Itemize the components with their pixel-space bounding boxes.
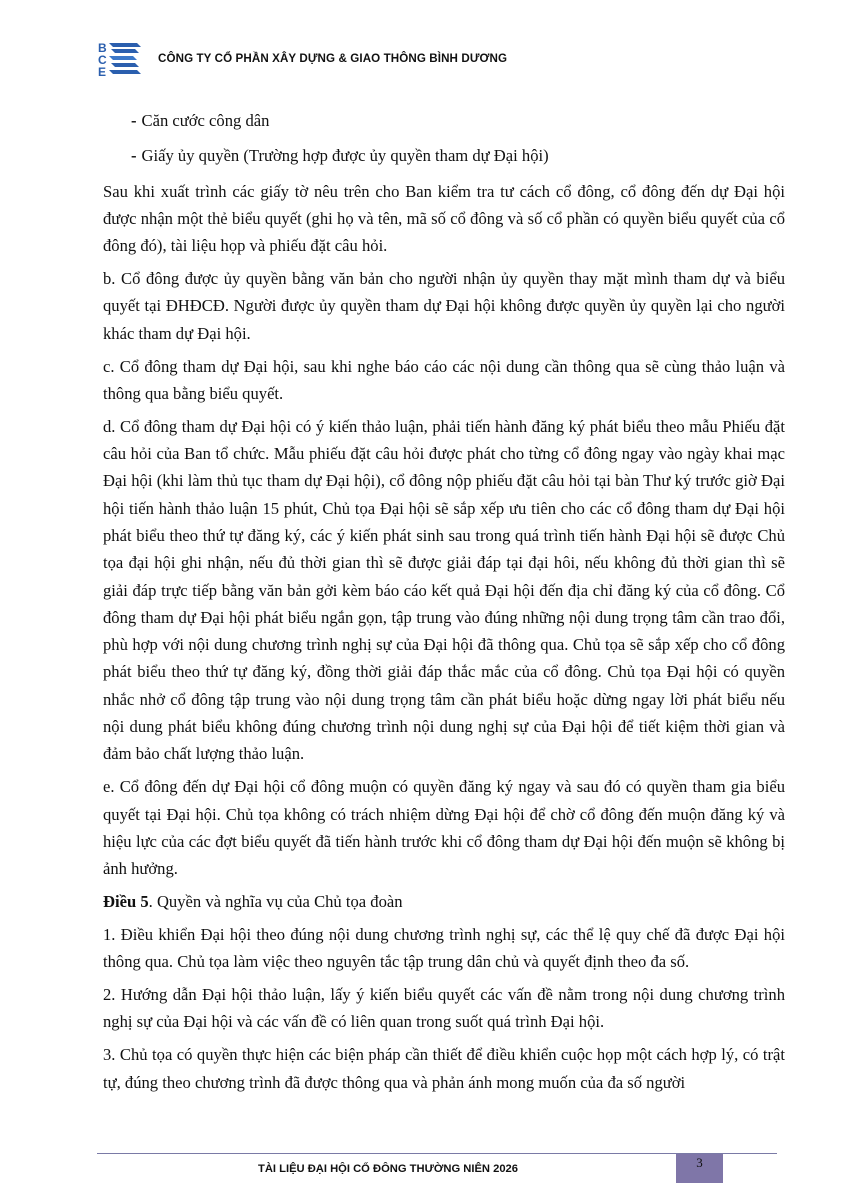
article-item-3: 3. Chủ tọa có quyền thực hiện các biện pháp cần thiết để điều khiển cuộc họp một cách hợp lý, có trật tự, đúng theo chương trình đã được thông qua và phản ánh mong muốn của đa số người — [103, 1045, 785, 1092]
paragraph-d: d. Cổ đông tham dự Đại hội có ý kiến thảo luận, phải tiến hành đăng ký phát biểu theo mẫu Phiếu đặt câu hỏi của Ban tổ chức. Mẫu phiếu đặt câu hỏi được phát cho từng cổ đông ngay vào ngày khai mạc Đại hội (khi làm thủ tục tham dự Đại hội), cổ đông nộp phiếu đặt câu hỏi tại bàn Thư ký trước giờ Đại hội tiến hành thảo luận 15 phút, Chủ tọa Đại hội sẽ sắp xếp ưu tiên cho các cổ đông tham dự Đại hội phát biểu theo thứ tự đăng ký, các ý kiến phát sinh sau trong quá trình tiến hành Đại hội sẽ được Chủ tọa đại hội ghi nhận, nếu đủ thời gian thì sẽ được giải đáp tại đại hôi, nếu không đủ thời gian thì sẽ giải đáp trực tiếp bằng văn bản gởi kèm báo cáo kết quả Đại hội đến địa chỉ đăng ký của cổ đông. Cổ đông tham dự Đại hội phát biểu ngắn gọn, tập trung vào đúng những nội dung trọng tâm cần trao đổi, phù hợp với nội dung chương trình nghị sự của Đại hội đã thông qua. Chủ tọa sẽ sắp xếp cho cổ đông phát biểu theo thứ tự đăng ký, đồng thời giải đáp thắc mắc của cổ đông. Chủ tọa Đại hội có quyền nhắc nhở cổ đông tập trung vào nội dung trọng tâm cần phát biểu hoặc dừng ngay lời phát biểu nếu nội dung phát biểu không đúng chương trình nội dung nghị sự của Đại hội để tiết kiệm thời gian và đảm bảo chất lượng thảo luận. — [103, 416, 785, 764]
bullet-dash: - — [131, 146, 137, 166]
page-header — [97, 40, 777, 80]
company-name: CÔNG TY CỔ PHẦN XÂY DỰNG & GIAO THÔNG BÌNH DƯƠNG — [158, 52, 508, 65]
article-heading — [103, 888, 785, 915]
document-body — [103, 107, 785, 1101]
footer-divider — [97, 1153, 777, 1154]
bullet-text: Căn cước công dân — [141, 111, 270, 130]
paragraph-verification: Sau khi xuất trình các giấy tờ nêu trên cho Ban kiểm tra tư cách cổ đông, cổ đông đến dự Đại hội được nhận một thẻ biểu quyết (ghi họ và tên, mã số cổ đông và số cổ phần có quyền biểu quyết của cổ đông đó), tài liệu họp và phiếu đặt câu hỏi. — [103, 181, 785, 256]
paragraph-b: b. Cổ đông được ủy quyền bằng văn bản cho người nhận ủy quyền thay mặt mình tham dự và biểu quyết tại ĐHĐCĐ. Người được ủy quyền tham dự Đại hội không được quyền ủy quyền lại cho người khác tham dự Đại hội. — [103, 269, 785, 343]
list-item — [103, 142, 785, 169]
bullet-text: Giấy ủy quyền (Trường hợp được ủy quyền tham dự Đại hội) — [141, 146, 549, 166]
article-item-2: 2. Hướng dẫn Đại hội thảo luận, lấy ý kiến biểu quyết các vấn đề nằm trong nội dung chương trình nghị sự của Đại hội và các vấn đề có liên quan trong suốt quá trình Đại hội. — [103, 985, 785, 1032]
list-item — [103, 107, 785, 134]
article-item-1: 1. Điều khiển Đại hội theo đúng nội dung chương trình nghị sự, các thể lệ quy chế đã được Đại hội thông qua. Chủ tọa làm việc theo nguyên tắc tập trung dân chủ và quyết định theo đa số. — [103, 924, 785, 972]
logo-letter-e: E — [98, 65, 107, 78]
paragraph-e: e. Cổ đông đến dự Đại hội cổ đông muộn có quyền đăng ký ngay và sau đó có quyền tham gia biểu quyết tại Đại hội. Chủ tọa không có trách nhiệm dừng Đại hội để chờ cổ đông đến muộn đăng ký và hiệu lực của các đợt biểu quyết đã tiến hành trước khi cổ đông tham dự Đại hội đến muộn sẽ không bị ảnh hưởng. — [103, 777, 785, 879]
article-title: . Quyền và nghĩa vụ của Chủ tọa đoàn — [148, 891, 403, 911]
logo-letter-c: C — [98, 53, 107, 67]
paragraph-c: c. Cổ đông tham dự Đại hội, sau khi nghe báo cáo các nội dung cần thông qua sẽ cùng thảo luận và thông qua bằng biểu quyết. — [103, 356, 785, 403]
page-number: 3 — [676, 1154, 723, 1183]
article-label: Điều 5 — [103, 891, 149, 911]
bullet-dash: - — [131, 111, 137, 130]
footer-title: TÀI LIỆU ĐẠI HỘI CỔ ĐÔNG THƯỜNG NIÊN 2026 — [258, 1163, 519, 1175]
logo-letter-b: B — [98, 41, 107, 55]
company-logo — [97, 40, 141, 78]
